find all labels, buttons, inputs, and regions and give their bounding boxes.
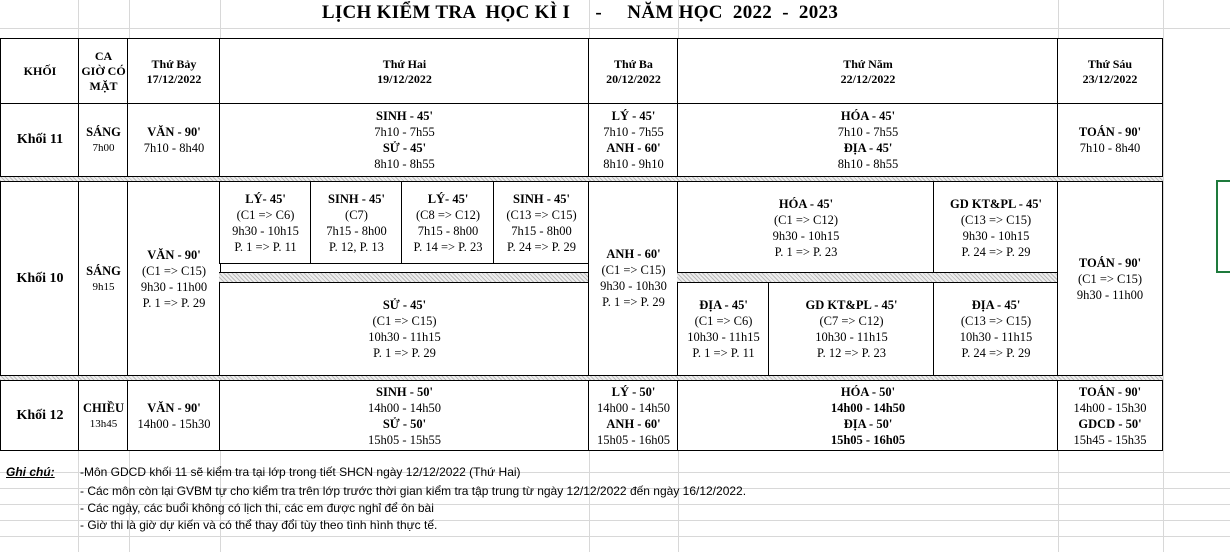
note-line: - Giờ thi là giờ dự kiến và có thể thay đổi tùy theo tình hình thực tế. xyxy=(80,518,438,532)
exam-rooms: P. 24 => P. 29 xyxy=(961,244,1031,259)
header-thu-ba xyxy=(588,38,679,105)
header-day: Thứ Bảy xyxy=(151,56,197,71)
exam-subject: TOÁN - 90' xyxy=(1078,255,1142,270)
exam-time: 7h10 - 7h55 xyxy=(374,125,435,139)
exam-subject: SINH - 50' xyxy=(376,384,433,399)
exam-rooms: P. 1 => P. 11 xyxy=(234,239,297,254)
exam-subject: ĐỊA - 45' xyxy=(971,298,1021,312)
exam-time: 7h15 - 8h00 xyxy=(417,223,479,238)
k11-thu-bay xyxy=(127,103,221,177)
header-khoi-label: KHỐI xyxy=(23,64,57,78)
exam-time: 10h30 - 11h15 xyxy=(368,330,441,344)
exam-time: 10h30 - 11h15 xyxy=(959,330,1033,344)
exam-subject: VĂN - 90' xyxy=(147,400,201,415)
khoi-name: Khối 11 xyxy=(16,132,64,147)
ca-time: 13h45 xyxy=(89,417,118,430)
exam-time: 14h00 - 14h50 xyxy=(368,400,441,415)
exam-rooms: P. 1 => P. 23 xyxy=(774,244,838,259)
exam-time: 14h00 - 14h50 xyxy=(597,400,670,415)
exam-subject: ĐỊA - 50' xyxy=(843,416,893,431)
exam-subject: LÝ- 45' xyxy=(245,191,286,206)
exam-subject: SỬ - 45' xyxy=(382,298,427,312)
exam-rooms: P. 1 => P. 11 xyxy=(692,346,755,360)
exam-classes: (C1 => C6) xyxy=(694,314,753,328)
ca-khoi-10 xyxy=(78,181,129,376)
exam-time: 7h10 - 8h40 xyxy=(1079,141,1141,155)
note-line: -Môn GDCD khối 11 sẽ kiểm tra tại lớp trong tiết SHCN ngày 12/12/2022 (Thứ Hai) xyxy=(80,465,521,479)
k11-thu-hai xyxy=(219,103,590,177)
exam-subject: LÝ - 50' xyxy=(611,384,656,399)
exam-subject: SỬ - 45' xyxy=(382,141,427,155)
header-thu-sau xyxy=(1057,38,1163,105)
row-label-khoi-12 xyxy=(0,380,80,451)
exam-subject: GD KT&PL - 45' xyxy=(805,298,898,312)
exam-classes: (C13 => C15) xyxy=(960,314,1032,328)
exam-classes: (C13 => C15) xyxy=(506,207,577,222)
exam-subject: HÓA - 45' xyxy=(778,196,834,211)
k11-thu-nam xyxy=(677,103,1059,177)
exam-subject: ANH - 60' xyxy=(606,141,661,155)
exam-subject: SINH - 45' xyxy=(376,109,433,123)
exam-rooms: P. 24 => P. 29 xyxy=(961,346,1031,360)
exam-time: 14h00 - 15h30 xyxy=(137,416,211,431)
header-ca-line: MẶT xyxy=(89,79,118,93)
k10-thu-hai-bottom xyxy=(219,282,590,376)
exam-subject: GDCD - 50' xyxy=(1078,416,1142,431)
exam-subject: ANH - 60' xyxy=(606,247,661,261)
header-day: Thứ Sáu xyxy=(1087,56,1133,71)
exam-time: 10h30 - 11h15 xyxy=(687,330,760,344)
exam-subject: ANH - 60' xyxy=(606,416,661,431)
header-date: 20/12/2022 xyxy=(606,71,661,86)
header-khoi xyxy=(0,38,80,105)
page-title: LỊCH KIỂM TRA HỌC KÌ I - NĂM HỌC 2022 - 2023 xyxy=(321,2,839,23)
header-date: 22/12/2022 xyxy=(840,71,896,86)
exam-time: 9h30 - 10h30 xyxy=(600,279,667,293)
header-ca-line: CA xyxy=(94,49,113,63)
selected-cell-indicator[interactable] xyxy=(1216,180,1230,273)
notes-label: Ghi chú: xyxy=(6,465,55,479)
exam-classes: (C1 => C12) xyxy=(773,212,839,227)
exam-classes: (C13 => C15) xyxy=(960,212,1032,227)
exam-subject: SINH - 45' xyxy=(328,191,385,206)
exam-rooms: P. 1 => P. 29 xyxy=(142,295,206,310)
k10-thu-ba xyxy=(588,181,679,376)
exam-classes: (C1 => C6) xyxy=(236,207,295,222)
exam-time: 7h10 - 7h55 xyxy=(603,125,664,139)
header-ca xyxy=(78,38,129,105)
exam-subject: GD KT&PL - 45' xyxy=(949,196,1043,211)
exam-time: 9h30 - 10h15 xyxy=(232,223,299,238)
exam-rooms: P. 12, P. 13 xyxy=(329,239,384,254)
header-day: Thứ Ba xyxy=(614,56,653,71)
khoi-name: Khối 10 xyxy=(16,270,64,286)
k10-thu-bay xyxy=(127,181,221,376)
k11-thu-sau xyxy=(1057,103,1163,177)
exam-time: 15h05 - 16h05 xyxy=(830,432,906,447)
exam-classes: (C1 => C15) xyxy=(372,314,437,328)
exam-classes: (C7) xyxy=(345,207,368,222)
k10-thu-hai-slot xyxy=(401,181,495,264)
k10-thu-nam-slot xyxy=(677,282,770,376)
ca-time: 7h00 xyxy=(92,142,115,154)
exam-classes: (C1 => C15) xyxy=(1077,271,1143,286)
exam-subject: TOÁN - 90' xyxy=(1078,125,1142,139)
exam-time: 10h30 - 11h15 xyxy=(815,330,888,344)
exam-subject: ĐỊA - 45' xyxy=(699,298,748,312)
exam-time: 8h10 - 8h55 xyxy=(374,157,435,171)
header-thu-bay xyxy=(127,38,221,105)
exam-time: 15h05 - 15h55 xyxy=(368,432,441,447)
note-line: - Các ngày, các buổi không có lịch thi, các em được nghỉ để ôn bài xyxy=(80,501,434,515)
exam-rooms: P. 24 => P. 29 xyxy=(507,239,576,254)
ca-khoi-12 xyxy=(78,380,129,451)
k10-thu-hai-slot xyxy=(219,181,312,264)
k12-thu-hai xyxy=(219,380,590,451)
exam-time: 15h45 - 15h35 xyxy=(1073,432,1147,447)
header-day: Thứ Hai xyxy=(382,56,427,71)
exam-classes: (C1 => C15) xyxy=(141,263,207,278)
k10-thu-hai-slot xyxy=(493,181,590,264)
header-thu-hai xyxy=(219,38,590,105)
exam-rooms: P. 1 => P. 29 xyxy=(602,295,665,309)
k12-thu-sau xyxy=(1057,380,1163,451)
exam-subject: HÓA - 50' xyxy=(840,384,896,399)
k10-thu-sau xyxy=(1057,181,1163,376)
exam-classes: (C7 => C12) xyxy=(819,314,884,328)
exam-rooms: P. 12 => P. 23 xyxy=(817,346,886,360)
k12-thu-nam xyxy=(677,380,1059,451)
exam-time: 14h00 - 15h30 xyxy=(1073,400,1147,415)
exam-rooms: P. 1 => P. 29 xyxy=(373,346,436,360)
exam-time: 8h10 - 9h10 xyxy=(603,157,664,171)
header-ca-line: GIỜ CÓ xyxy=(81,64,126,78)
exam-time: 7h15 - 8h00 xyxy=(326,223,387,238)
exam-subject: VĂN - 90' xyxy=(147,125,201,139)
k12-thu-ba xyxy=(588,380,679,451)
exam-subject: TOÁN - 90' xyxy=(1078,384,1142,399)
exam-classes: (C1 => C15) xyxy=(601,263,666,277)
ca-session: SÁNG xyxy=(86,125,121,139)
header-thu-nam xyxy=(677,38,1059,105)
k12-thu-bay xyxy=(127,380,221,451)
note-line: - Các môn còn lại GVBM tự cho kiểm tra trên lớp trước thời gian kiểm tra tập trung từ ngày 12/12/2022 đến ngày 16/12/2022. xyxy=(80,484,747,498)
exam-time: 9h30 - 11h00 xyxy=(140,279,208,294)
ca-khoi-11 xyxy=(78,103,129,177)
exam-time: 9h30 - 10h15 xyxy=(962,228,1030,243)
header-date: 23/12/2022 xyxy=(1082,71,1138,86)
row-label-khoi-11 xyxy=(0,103,80,177)
header-date: 17/12/2022 xyxy=(146,71,202,86)
exam-subject: LÝ - 45' xyxy=(611,109,656,123)
exam-time: 9h30 - 11h00 xyxy=(1076,287,1144,302)
exam-time: 8h10 - 8h55 xyxy=(837,157,899,171)
header-date: 19/12/2022 xyxy=(377,71,432,86)
k10-thu-nam-slot xyxy=(933,282,1059,376)
k11-thu-ba xyxy=(588,103,679,177)
exam-time: 15h05 - 16h05 xyxy=(597,432,670,447)
khoi-name: Khối 12 xyxy=(16,407,64,423)
exam-time: 14h00 - 14h50 xyxy=(830,400,906,415)
exam-time: 7h10 - 8h40 xyxy=(143,141,205,155)
k10-thu-nam-slot xyxy=(677,181,935,274)
exam-subject: SINH - 45' xyxy=(513,191,570,206)
ca-time: 9h15 xyxy=(92,280,115,293)
exam-subject: SỬ - 50' xyxy=(382,416,427,431)
exam-subject: HÓA - 45' xyxy=(840,109,896,123)
exam-subject: LÝ- 45' xyxy=(427,191,469,206)
row-label-khoi-10 xyxy=(0,181,80,376)
ca-session: CHIỀU xyxy=(83,400,124,415)
exam-rooms: P. 14 => P. 23 xyxy=(413,239,483,254)
exam-subject: VĂN - 90' xyxy=(147,247,201,262)
k10-thu-nam-slot xyxy=(933,181,1059,274)
exam-classes: (C8 => C12) xyxy=(415,207,481,222)
k10-thu-nam-slot xyxy=(768,282,935,376)
exam-time: 7h15 - 8h00 xyxy=(511,223,572,238)
exam-time: 7h10 - 7h55 xyxy=(837,125,899,139)
header-day: Thứ Năm xyxy=(843,56,893,71)
exam-time: 9h30 - 10h15 xyxy=(772,228,840,243)
exam-subject: ĐỊA - 45' xyxy=(843,141,893,155)
ca-session: SÁNG xyxy=(86,263,121,278)
k10-thu-hai-slot xyxy=(310,181,403,264)
